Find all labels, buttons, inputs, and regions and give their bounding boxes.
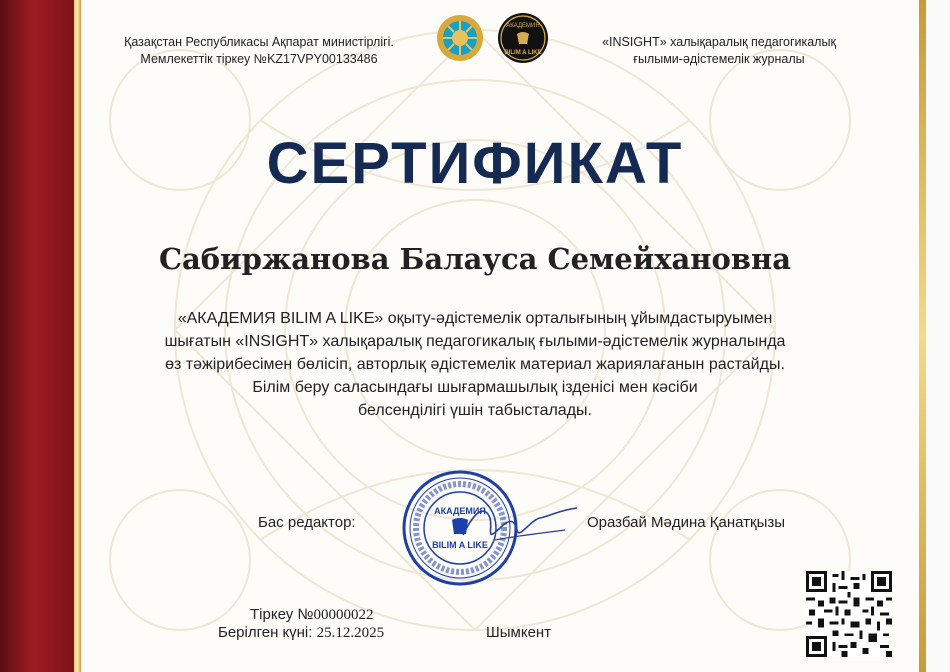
registration-number-label: Тіркеу № bbox=[250, 606, 314, 623]
logo-top-text: АКАДЕМИЯ bbox=[506, 23, 540, 29]
issue-date-label: Берілген күні: bbox=[218, 624, 313, 641]
journal-header bbox=[588, 34, 850, 68]
seal-top-text: АКАДЕМИЯ bbox=[434, 506, 486, 516]
journal-line-1: «INSIGHT» халықаралық педагогикалық bbox=[602, 35, 836, 49]
kazakhstan-emblem-icon bbox=[436, 14, 484, 62]
academy-logo-icon bbox=[497, 12, 549, 64]
issue-date bbox=[218, 624, 384, 642]
body-line: өз тәжірибесімен бөлісіп, авторлық әдістемелік материал жариялағанын растайды. bbox=[165, 356, 785, 373]
left-red-band bbox=[0, 0, 74, 672]
body-line: «АКАДЕМИЯ BILIM A LIKE» оқыту-әдістемелік орталығының ұйымдастыруымен bbox=[177, 310, 773, 327]
body-line: Білім беру саласындағы шығармашылық ізденісі мен кәсіби bbox=[252, 379, 698, 396]
journal-line-2: ғылыми-әдістемелік журналы bbox=[633, 52, 805, 66]
seal-center-text: BILIM A LIKE bbox=[432, 540, 488, 550]
registration-number bbox=[250, 606, 374, 624]
body-line: белсенділігі үшін табысталады. bbox=[358, 402, 592, 419]
city: Шымкент bbox=[486, 624, 552, 641]
qr-code-icon bbox=[806, 571, 892, 657]
editor-name: Оразбай Мәдина Қанатқызы bbox=[587, 514, 786, 531]
issue-date-value: 25.12.2025 bbox=[316, 625, 385, 641]
signature-icon bbox=[455, 490, 585, 560]
ministry-line: Қазақстан Республикасы Ақпарат министірлігі. bbox=[124, 35, 394, 49]
certificate-body bbox=[110, 307, 840, 422]
right-gold-stripe bbox=[919, 0, 926, 672]
ministry-header bbox=[108, 34, 410, 68]
body-line: шығатын «INSIGHT» халықаралық педагогикалық ғылыми-әдістемелік журналында bbox=[164, 333, 786, 350]
registration-number-value: 00000022 bbox=[313, 607, 374, 623]
left-gold-stripe bbox=[74, 0, 81, 672]
certificate-title: СЕРТИФИКАТ bbox=[266, 131, 684, 196]
editor-label: Бас редактор: bbox=[258, 514, 356, 531]
logo-bottom-text: BILIM A LIKE bbox=[504, 50, 542, 56]
registration-line: Мемлекеттік тіркеу №KZ17VPY00133486 bbox=[140, 52, 378, 66]
recipient-name: Сабиржанова Балауса Семейхановна bbox=[158, 242, 792, 276]
right-margin bbox=[926, 0, 950, 672]
